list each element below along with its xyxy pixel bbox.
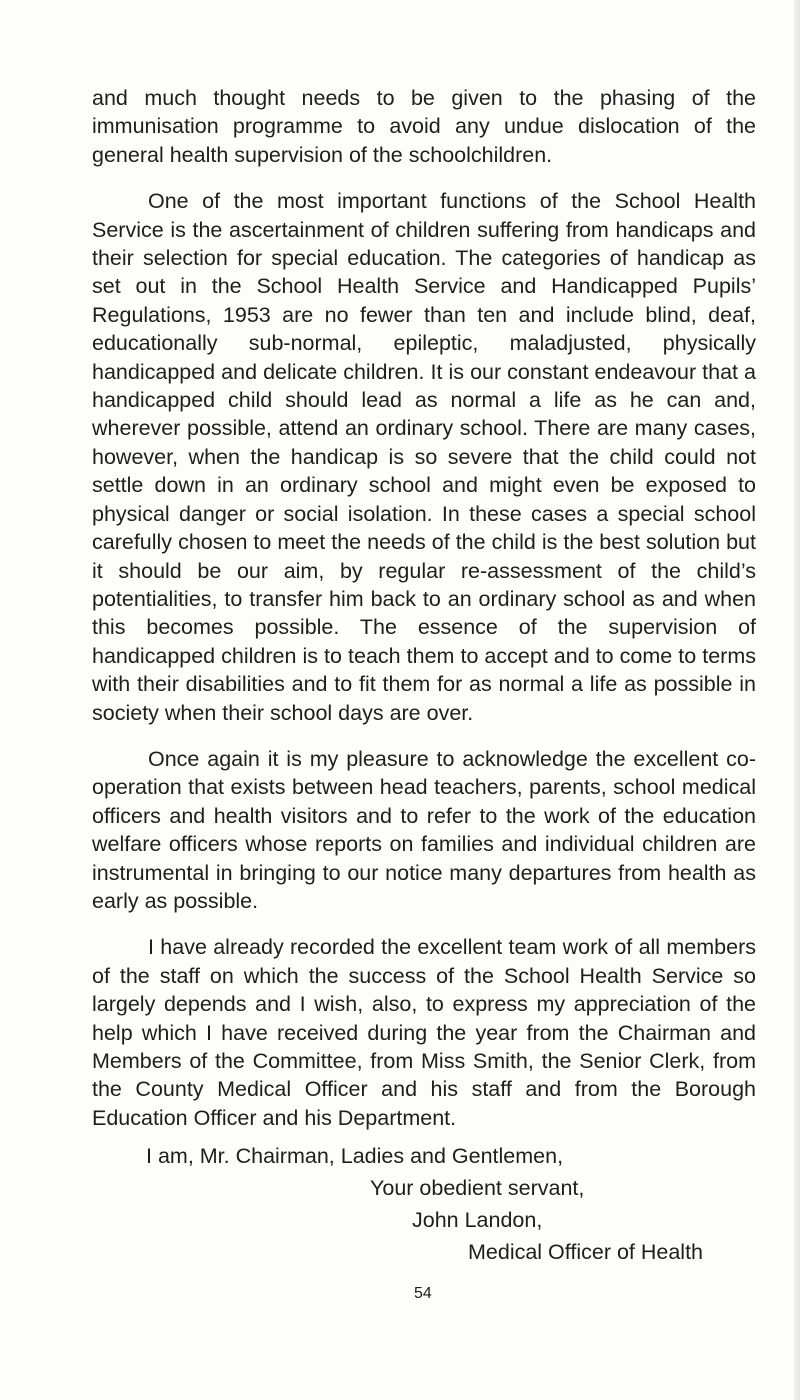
signature-title: Medical Officer of Health bbox=[468, 1240, 704, 1264]
closing-valediction: Your obedient servant, bbox=[370, 1176, 585, 1200]
closing-salutation: I am, Mr. Chairman, Ladies and Gentlemen, bbox=[146, 1144, 564, 1168]
paragraph-acknowledgement: Once again it is my pleasure to acknowledge the excellent co-operation that exists between head teachers, parents, school medical officers and health visitors and to refer to the work of the education welfare officers whose reports on families and individual children are instrumental in bringing to our notice many departures from health as early as possible. bbox=[92, 746, 756, 913]
scan-edge bbox=[794, 0, 800, 1400]
body-text bbox=[92, 84, 756, 1150]
paragraph-special-education: One of the most important functions of the School Health Service is the ascertainment of children suffering from handicaps and their selection for special education. The categories of handicap as set out in the School Health Service and Handicapped Pupils’ Regulations, 1953 are no fewer than ten and include blind, deaf, educationally sub-normal, epileptic, maladjusted, physically handicapped and delicate children. It is our constant endeavour that a handicapped child should lead as normal a life as he can and, wherever possible, attend an ordinary school. There are many cases, however, when the handicap is so severe that the child could not settle down in an ordinary school and might even be exposed to physical danger or social isolation. In these cases a special school carefully chosen to meet the needs of the child is the best solution but it should be our aim, by regular re-assessment of the child’s potentialities, to transfer him back to an ordinary school as and when this becomes possible. The essence of the supervision of handicapped children is to teach them to accept and to come to terms with their disabilities and to fit them for as normal a life as possible in society when their school days are over. bbox=[92, 189, 756, 725]
page-number: 54 bbox=[414, 1285, 432, 1302]
paragraph-continuation: and much thought needs to be given to the phasing of the immunisation programme to avoid any undue dislocation of the general health supervision of the schoolchildren. bbox=[92, 86, 756, 167]
paragraph-appreciation: I have already recorded the excellent team work of all members of the staff on which the success of the School Health Service so largely depends and I wish, also, to express my appreciation of the help which I have received during the year from the Chairman and Members of the Committee, from Miss Smith, the Senior Clerk, from the County Medical Officer and his staff and from the Borough Education Officer and his Department. bbox=[92, 935, 756, 1130]
signature-name: John Landon, bbox=[412, 1208, 543, 1232]
